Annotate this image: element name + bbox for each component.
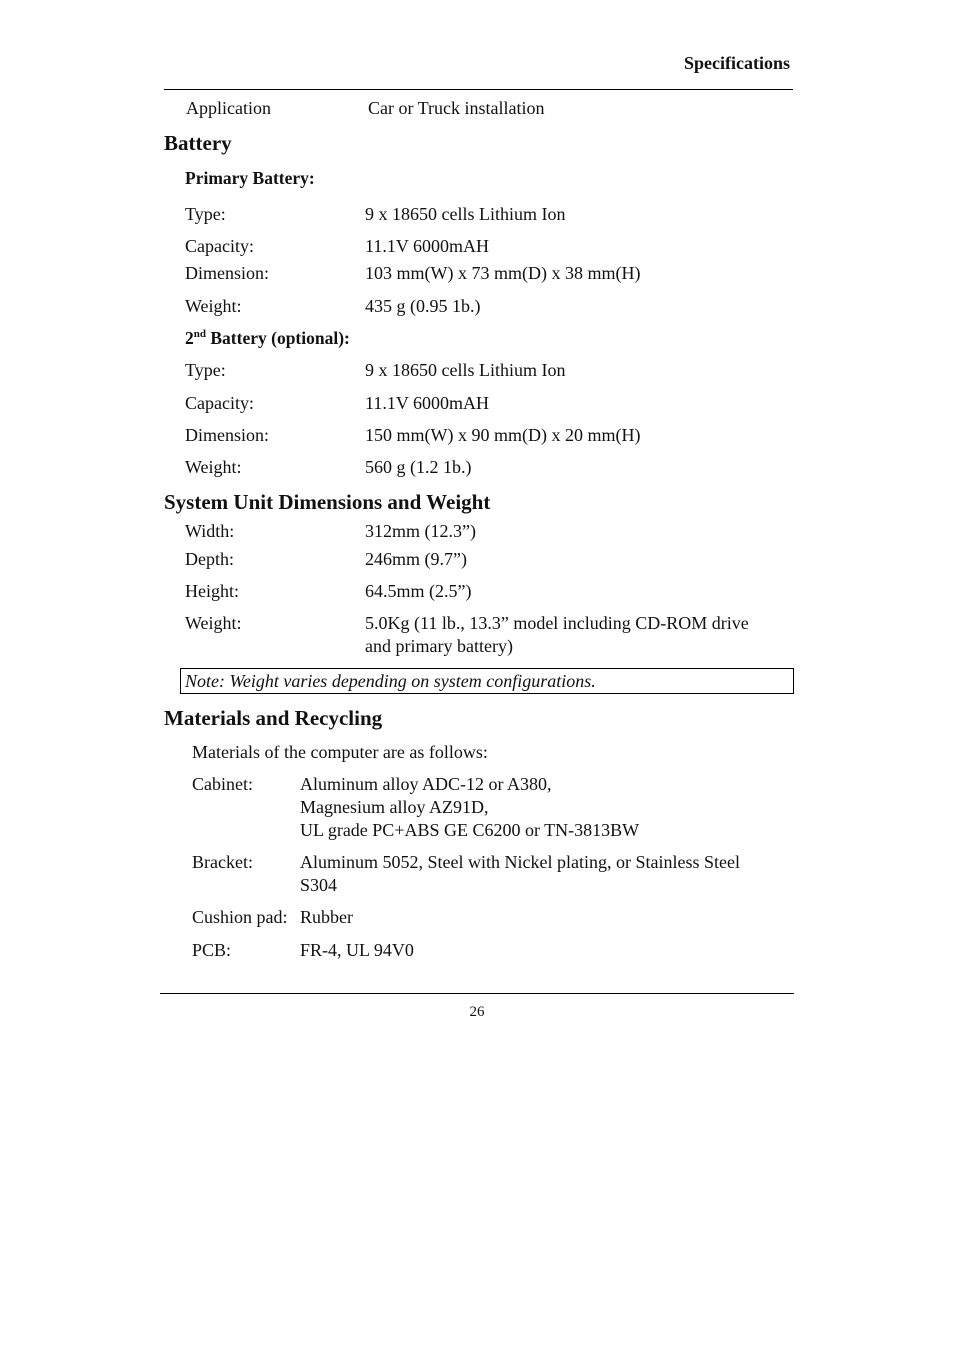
cabinet-line1: Aluminum alloy ADC-12 or A380,	[300, 774, 552, 794]
materials-intro: Materials of the computer are as follows:	[192, 742, 488, 762]
primary-battery-heading: Primary Battery:	[185, 168, 315, 188]
depth-label: Depth:	[185, 549, 234, 569]
second-type-label: Type:	[185, 360, 226, 380]
battery-heading: Battery	[164, 131, 232, 155]
depth-value: 246mm (9.7”)	[365, 549, 467, 569]
primary-type-value: 9 x 18650 cells Lithium Ion	[365, 204, 566, 224]
header-rule	[164, 89, 793, 90]
bracket-line2: S304	[300, 875, 338, 895]
unit-weight-label: Weight:	[185, 613, 242, 633]
application-value: Car or Truck installation	[368, 98, 545, 118]
cushion-label: Cushion pad:	[192, 907, 288, 927]
running-header: Specifications	[684, 53, 790, 73]
primary-capacity-label: Capacity:	[185, 236, 254, 256]
second-capacity-label: Capacity:	[185, 393, 254, 413]
height-value: 64.5mm (2.5”)	[365, 581, 472, 601]
pcb-label: PCB:	[192, 940, 232, 960]
second-battery-heading-num: 2	[185, 328, 194, 348]
application-label: Application	[186, 98, 271, 118]
unit-weight-value-line1: 5.0Kg (11 lb., 13.3” model including CD-ROM drive	[365, 613, 749, 633]
width-label: Width:	[185, 521, 235, 541]
page-number: 26	[469, 1004, 485, 1020]
primary-dimension-value: 103 mm(W) x 73 mm(D) x 38 mm(H)	[365, 263, 641, 283]
unit-weight-value-line2: and primary battery)	[365, 636, 513, 656]
second-battery-heading-rest: Battery (optional):	[206, 328, 350, 348]
bracket-line1: Aluminum 5052, Steel with Nickel plating, or Stainless Steel	[300, 852, 740, 872]
second-capacity-value: 11.1V 6000mAH	[365, 393, 490, 413]
second-dimension-label: Dimension:	[185, 425, 269, 445]
second-dimension-value: 150 mm(W) x 90 mm(D) x 20 mm(H)	[365, 425, 641, 445]
bracket-label: Bracket:	[192, 852, 253, 872]
pcb-value: FR-4, UL 94V0	[300, 940, 414, 960]
primary-type-label: Type:	[185, 204, 226, 224]
width-value: 312mm (12.3”)	[365, 521, 476, 541]
cabinet-line3: UL grade PC+ABS GE C6200 or TN-3813BW	[300, 820, 640, 840]
primary-dimension-label: Dimension:	[185, 263, 269, 283]
primary-weight-value: 435 g (0.95 1b.)	[365, 296, 481, 316]
second-weight-label: Weight:	[185, 457, 242, 477]
second-type-value: 9 x 18650 cells Lithium Ion	[365, 360, 566, 380]
weight-note-box: Note: Weight varies depending on system configurations.	[180, 668, 794, 694]
height-label: Height:	[185, 581, 239, 601]
primary-weight-label: Weight:	[185, 296, 242, 316]
cushion-value: Rubber	[300, 907, 353, 927]
cabinet-line2: Magnesium alloy AZ91D,	[300, 797, 489, 817]
second-battery-heading-sup: nd	[193, 328, 206, 341]
primary-capacity-value: 11.1V 6000mAH	[365, 236, 490, 256]
cabinet-label: Cabinet:	[192, 774, 253, 794]
system-unit-heading: System Unit Dimensions and Weight	[164, 490, 491, 514]
materials-heading: Materials and Recycling	[164, 706, 383, 730]
second-weight-value: 560 g (1.2 1b.)	[365, 457, 472, 477]
second-battery-heading	[185, 328, 350, 349]
footer-rule	[160, 993, 794, 994]
